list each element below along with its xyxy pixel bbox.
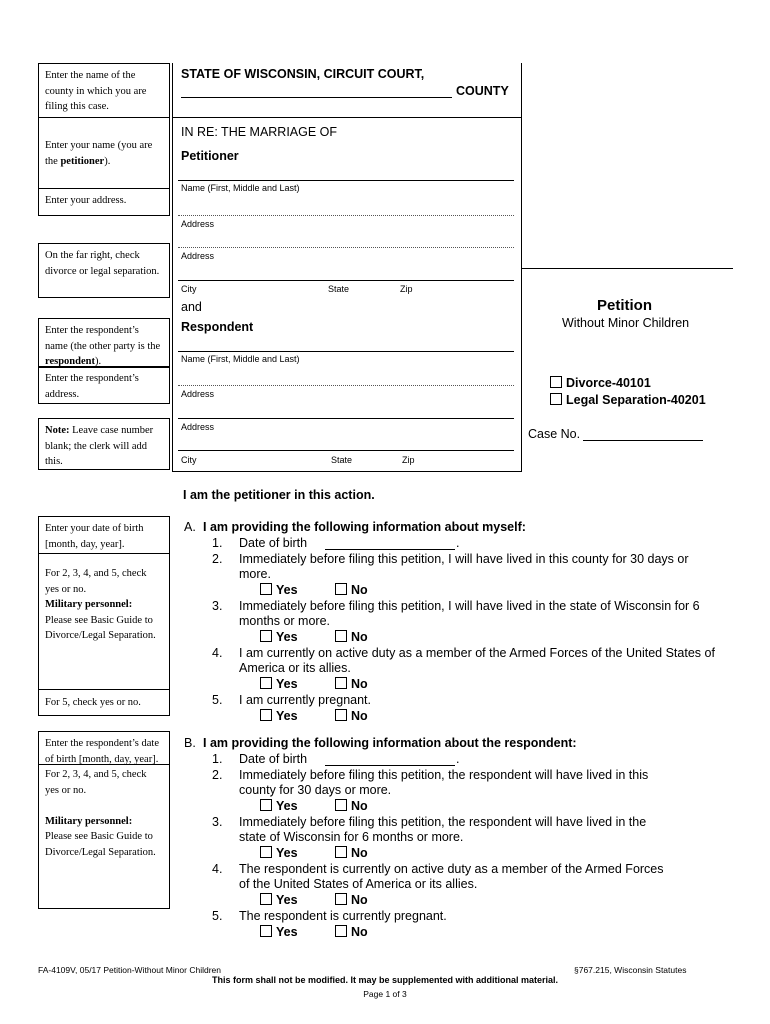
section-b-letter: B. [184,736,196,750]
form-id: FA-4109V, 05/17 Petition-Without Minor Children [38,965,222,975]
b2-no-checkbox[interactable] [335,799,347,811]
petitioner-city-label: City [181,284,197,294]
respondent-state-label: State [331,455,353,465]
county-label: COUNTY [456,84,509,98]
case-no-field[interactable] [583,427,703,441]
petitioner-zip-label: Zip [400,284,413,294]
case-no-label: Case No. [528,427,581,441]
respondent-city-label: City [181,455,197,465]
modification-notice: This form shall not be modified. It may be supplemented with additional material. [211,975,559,985]
b5-no-checkbox[interactable] [335,925,347,937]
a4-no[interactable]: No [335,677,368,691]
a1-dob-label: Date of birth [239,536,308,550]
respondent-address-field[interactable] [178,385,514,386]
section-b-title: I am providing the following information about the respondent: [203,736,577,750]
petitioner-address2-field[interactable] [178,247,514,248]
note-box: Note: Leave case number blank; the clerk will add this. [38,418,170,470]
a4-no-checkbox[interactable] [335,677,347,689]
a3-no[interactable]: No [335,630,368,644]
name-instruction-box: Enter your name (you are the petitioner). [38,117,170,189]
check-instruction: On the far right, check divorce or legal separation. [45,250,160,277]
petitioner-city-field[interactable] [178,280,514,281]
petitioner-name-label: Name (First, Middle and Last) [181,183,300,193]
b2-yes-checkbox[interactable] [260,799,272,811]
section-a-title: I am providing the following information about myself: [203,520,526,534]
b5-no[interactable]: No [335,925,368,939]
respondent-name-label: Name (First, Middle and Last) [181,354,300,364]
b3-no[interactable]: No [335,846,368,860]
b1-dob-field[interactable] [325,752,455,766]
a4-yes-checkbox[interactable] [260,677,272,689]
respondent-address2-label: Address [181,422,215,432]
separation-option[interactable]: Legal Separation-40201 [550,393,706,407]
divorce-option[interactable]: Divorce-40101 [550,376,651,390]
petition-subtitle: Without Minor Children [562,316,690,330]
a3-no-checkbox[interactable] [335,630,347,642]
statute: §767.215, Wisconsin Statutes [574,965,687,975]
petitioner-address-label: Address [181,219,215,229]
respondent-dob-instruction-box: Enter the respondent’s date of birth [month, day, year]. For 2, 3, 4, and 5, check yes or no. Military personnel: Please see Basic Guide to Divorce/Legal Separation. [38,731,170,909]
b1-dob-label: Date of birth [239,752,308,766]
divorce-checkbox[interactable] [550,376,562,388]
a4-yes[interactable]: Yes [260,677,298,691]
a5-yes[interactable]: Yes [260,709,298,723]
court-title: STATE OF WISCONSIN, CIRCUIT COURT, [181,67,425,81]
respondent-address2-field[interactable] [178,418,514,419]
b4-no-checkbox[interactable] [335,893,347,905]
county-instruction-box [38,63,170,118]
a3-yes[interactable]: Yes [260,630,298,644]
check-instruction-box [38,243,170,298]
b5-yes[interactable]: Yes [260,925,298,939]
a2-yes-checkbox[interactable] [260,583,272,595]
petitioner-state-label: State [328,284,350,294]
a2-yes[interactable]: Yes [260,583,298,597]
address-instruction-box [38,188,170,216]
b2-yes[interactable]: Yes [260,799,298,813]
b3-no-checkbox[interactable] [335,846,347,858]
respondent-name-instruction-box: Enter the respondent’s name (the other party is the respondent). [38,318,170,368]
respondent-address-instruction-box: Enter the respondent’s address. [38,366,170,404]
petitioner-intro: I am the petitioner in this action. [183,488,375,502]
a5-no[interactable]: No [335,709,368,723]
b4-no[interactable]: No [335,893,368,907]
military-instruction-box: For 2, 3, 4, and 5, check yes or no. Military personnel: Please see Basic Guide to Divorce/Legal Separation. [38,553,170,690]
and-label: and [181,300,202,314]
section-a-letter: A. [184,520,196,534]
dob-instruction-box: Enter your date of birth [month, day, year]. [38,516,170,554]
a1-dob-field[interactable] [325,536,455,550]
county-instruction: Enter the name of the county in which you are filing this case. [45,70,147,112]
petitioner-address-field[interactable] [178,215,514,216]
a3-yes-checkbox[interactable] [260,630,272,642]
b4-yes[interactable]: Yes [260,893,298,907]
separation-checkbox[interactable] [550,393,562,405]
petition-title: Petition [597,297,652,314]
petitioner-label: Petitioner [181,149,239,163]
petitioner-address2-label: Address [181,251,215,261]
in-re-label: IN RE: THE MARRIAGE OF [181,125,338,139]
b5-yes-checkbox[interactable] [260,925,272,937]
a5-no-checkbox[interactable] [335,709,347,721]
a2-no[interactable]: No [335,583,368,597]
petitioner-name-field[interactable] [178,180,514,181]
respondent-name-field[interactable] [178,351,514,352]
a2-no-checkbox[interactable] [335,583,347,595]
b3-yes[interactable]: Yes [260,846,298,860]
respondent-address-label: Address [181,389,215,399]
for5-instruction-box: For 5, check yes or no. [38,689,170,716]
respondent-label: Respondent [181,320,254,334]
respondent-city-field[interactable] [178,450,514,451]
respondent-zip-label: Zip [402,455,415,465]
county-field[interactable] [181,84,452,98]
b3-yes-checkbox[interactable] [260,846,272,858]
address-instruction: Enter your address. [45,195,127,206]
b4-yes-checkbox[interactable] [260,893,272,905]
page-number: Page 1 of 3 [363,989,407,999]
b2-no[interactable]: No [335,799,368,813]
a5-yes-checkbox[interactable] [260,709,272,721]
